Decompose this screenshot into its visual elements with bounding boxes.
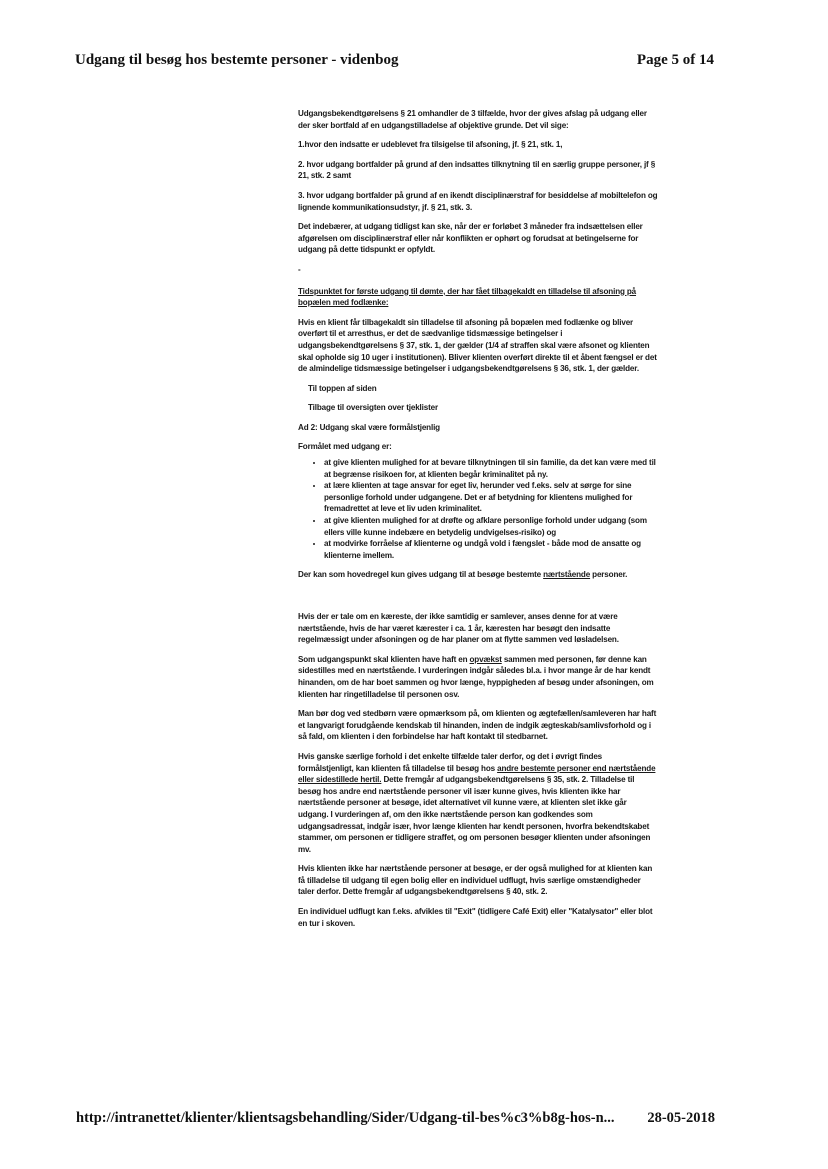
no-relatives-paragraph: Hvis klienten ikke har nærtstående personer at besøge, er der også mulighed for at klienten kan få tilladelse til udgang til egen bolig eller en individuel udflugt, hvis særlige omstændigheder taler derfor. Dette fremgår af udgangsbekendtgørelsens § 40, stk. 2. <box>298 864 653 897</box>
page-number: Page 5 of 14 <box>636 52 714 68</box>
starting-point-paragraph: Som udgangspunkt skal klienten have haft en opvækst sammen med personen, før denne kan sidestilles med en nærtstående. I vurderingen indgår således bl.a. i hvor mange år de har kendt hinanden, om de har boet sammen og hvor længe, hyppigheden af besøg under afsoningen, om klienten har ringetilladelse til personen osv. <box>298 654 654 699</box>
footer-date: 28-05-2018 <box>647 1110 715 1126</box>
list-item-3: 3. hvor udgang bortfalder på grund af en ikendt disciplinærstraf for besiddelse af mobiltelefon og lignende kommunikationsudstyr, jf. § 21, stk. 3. <box>298 190 658 212</box>
purpose-lead: Formålet med udgang er: <box>298 442 392 452</box>
girlfriend-paragraph: Hvis der er tale om en kæreste, der ikke samtidig er samlever, anses denne for at være nærtstående, hvis de har været kærester i ca. 1 år, kæresten har besøgt den indsatte regelmæssigt under afsoningen og de har planer om at flytte sammen ved løsladelsen. <box>298 612 619 645</box>
page-footer <box>76 1110 715 1127</box>
list-item-2: 2. hvor udgang bortfalder på grund af den indsattes tilknytning til en særlig gruppe personer, jf § 21, stk. 2 samt <box>298 159 656 181</box>
footcuff-paragraph: Hvis en klient får tilbagekaldt sin tilladelse til afsoning på bopælen med fodlænke og bliver overført til et arresthus, er det de sædvanlige tidsmæssige betingelser i udgangsbekendtgørelsens § 37, stk. 1, der gælder (1/4 af straffen skal være afsonet og klienten skal opholde sig 10 uger i institutionen). Bliver klienten overført direkte til et åbent fængsel er det de almindelige tidsmæssige betingelser i udgangsbekendtgørelsens § 36, stk. 1, der gælder. <box>298 317 657 374</box>
purpose-bullet: • at lære klienten at tage ansvar for eget liv, herunder ved f.eks. selv at sørge for sine personlige forhold under udgangene. Det er af betydning for klientens mulighed for fremadrettet at leve et liv uden kriminalitet. <box>324 480 658 515</box>
main-rule-paragraph: Der kan som hovedregel kun gives udgang til at besøge bestemte nærtstående personer. <box>298 570 628 580</box>
footer-url: http://intranettet/klienter/klientsagsbehandling/Sider/Udgang-til-bes%c3%b8g-hos-n... <box>76 1110 615 1126</box>
subheading-footcuff: Tidspunktet for første udgang til dømte, der har fået tilbagekaldt en tilladelse til afsoning på bopælen med fodlænke: <box>298 286 637 308</box>
back-to-checklists-link[interactable]: Tilbage til oversigten over tjeklister <box>308 403 438 413</box>
section-heading: Ad 2: Udgang skal være formålstjenlig <box>298 422 440 432</box>
list-item-1: 1.hvor den indsatte er udeblevet fra tilsigelse til afsoning, jf. § 21, stk. 1, <box>298 140 563 150</box>
purpose-bullet: • at give klienten mulighed for at drøfte og afklare personlige forhold under udgang (som ellers ville kunne indebære en betydelig undvigelses-risiko) og <box>324 515 658 538</box>
to-top-link[interactable]: Til toppen af siden <box>308 383 377 393</box>
document-title: Udgang til besøg hos bestemte personer - videnbog <box>75 52 399 68</box>
page-header <box>75 52 714 69</box>
stepchildren-paragraph: Man bør dog ved stedbørn være opmærksom på, om klienten og ægtefællen/samleveren har haft et langvarigt forudgående kendskab til hinanden, inden de indgik ægteskab/samlivsforhold og i så fald, om klienten i den forbindelse har haft kontakt til stedbarnet. <box>298 709 657 742</box>
opvaekst-link[interactable]: opvækst <box>469 654 502 664</box>
items-note: Det indebærer, at udgang tidligst kan ske, når der er forløbet 3 måneder fra indsættelsen eller afgørelsen om disciplinærstraf eller når konflikten er ophørt og forudsat at betingelserne for udgang på dette tidspunkt er opfyldt. <box>298 222 643 255</box>
special-circumstances-paragraph: Hvis ganske særlige forhold i det enkelte tilfælde taler derfor, og det i øvrigt findes formålstjenligt, kan klienten få tilladelse til besøg hos andre bestemte personer end nærtstående eller sidestillede hertil. Dette fremgår af udgangsbekendtgørelsens § 35, stk. 2. Tilladelse til besøg hos andre end nærtstående personer vil især kunne gives, hvis klienten ikke har nærtstående personer at besøge, idet alternativet vil kunne være, at klienten slet ikke går udgang. I vurderingen af, om den ikke nærtstående person kan godkendes som udgangsadressat, indgår især, hvor længe klienten har kendt personen, hvorfra bekendtskabet stammer, om personen er tidligere straffet, og om personen besøger klienten under afsoningen mv. <box>298 751 656 854</box>
purpose-bullet: • at give klienten mulighed for at bevare tilknytningen til sin familie, da det kan være med til at begrænse risikoen for, at klienten begår kriminalitet på ny. <box>324 457 658 480</box>
naertstaaende-link[interactable]: nærtstående <box>543 570 591 580</box>
intro-paragraph: Udgangsbekendtgørelsens § 21 omhandler de 3 tilfælde, hvor der gives afslag på udgang eller der sker bortfald af en udgangstilladelse af objektive grunde. Det vil sige: <box>298 109 647 130</box>
other-persons-link[interactable]: andre bestemte personer end nærtstående eller sidestillede hertil. <box>298 763 656 785</box>
document-body <box>298 108 658 937</box>
purpose-list <box>298 457 658 561</box>
purpose-bullet: • at modvirke forråelse af klienterne og undgå vold i fængslet - både mod de ansatte og klienterne imellem. <box>324 538 658 561</box>
individual-trip-paragraph: En individuel udflugt kan f.eks. afvikles til "Exit" (tidligere Café Exit) eller "Katalysator" eller blot en tur i skoven. <box>298 907 653 928</box>
stray-marker: - <box>298 264 301 274</box>
